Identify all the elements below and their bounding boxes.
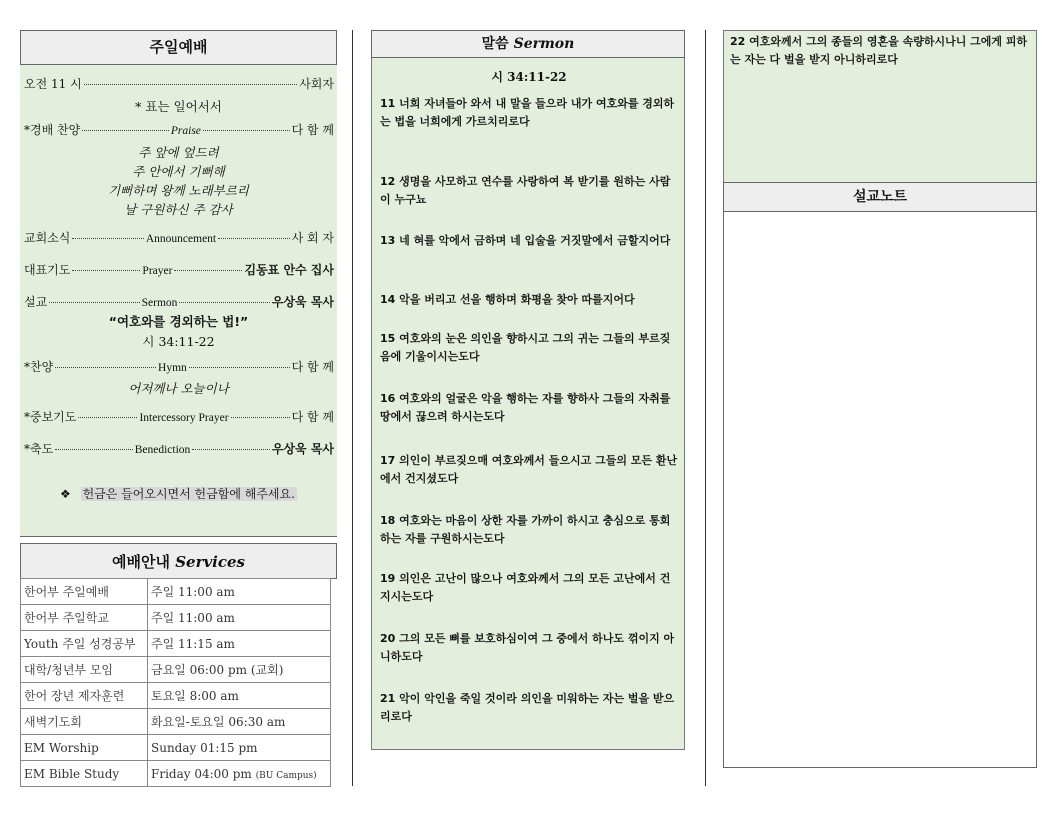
verse-text: 22 여호와께서 그의 종들의 영혼을 속량하시나니 그에게 피하는 자는 다 벌을 받지 아니하리로다 <box>730 35 1028 66</box>
verse-text: 13 네 혀를 악에서 금하며 네 입술을 거짓말에서 금할지어다 <box>380 234 671 247</box>
table-row: 대학/청년부 모임 금요일 06:00 pm (교회) <box>21 657 331 683</box>
praise-lyric: 기뻐하며 왕께 노래부르리 <box>108 183 249 198</box>
hymn-title: 어저께나 오늘이나 <box>128 381 229 396</box>
standing-note: * 표는 일어서서 <box>135 99 222 114</box>
order-row-announcement: 교회소식 Announcement 사 회 자 <box>24 231 335 245</box>
order-row-benediction: *축도 Benediction 우상욱 목사 <box>24 442 334 456</box>
services-header <box>20 543 337 579</box>
worship-header <box>20 30 337 65</box>
verse-text: 14 악을 버리고 선을 행하며 화평을 찾아 따를지어다 <box>380 293 635 306</box>
services-table <box>20 578 331 787</box>
sermon-notes-area[interactable] <box>723 212 1037 768</box>
notes-header <box>723 182 1037 212</box>
sermon-header-ko: 말씀 <box>481 36 509 52</box>
scripture-reference: 시 34:11-22 <box>491 70 567 84</box>
praise-lyric: 주 안에서 기뻐해 <box>132 164 225 179</box>
order-row-prayer: 대표기도 Prayer 김동표 안수 집사 <box>24 263 334 277</box>
verse-text: 19 의인은 고난이 많으나 여호와께서 그의 모든 고난에서 건지시는도다 <box>380 572 671 603</box>
table-row: 한어 장년 제자훈련 토요일 8:00 am <box>21 683 331 709</box>
services-title-ko: 예배안내 <box>111 553 170 571</box>
services-title-en: Services <box>175 553 246 571</box>
praise-lyric: 주 앞에 엎드려 <box>138 145 219 160</box>
table-row: Youth 주일 성경공부 주일 11:15 am <box>21 631 331 657</box>
sermon-title: “여호와를 경외하는 법!” <box>108 314 249 329</box>
sermon-text-panel <box>371 58 685 750</box>
column-divider-1 <box>352 30 353 786</box>
worship-order-panel <box>20 65 337 537</box>
order-row-praise: *경배 찬양 Praise 다 함 께 <box>24 123 334 137</box>
verse-text: 21 악이 악인을 죽일 것이라 의인을 미워하는 자는 벌을 받으리로다 <box>380 692 675 723</box>
verse-text: 16 여호와의 얼굴은 악을 행하는 자를 향하사 그들의 자취를 땅에서 끊으려 하시는도다 <box>380 392 671 423</box>
verse-text: 20 그의 모든 뼈를 보호하심이여 그 중에서 하나도 꺾이지 아니하도다 <box>380 632 675 663</box>
table-row: 한어부 주일학교 주일 11:00 am <box>21 605 331 631</box>
offering-note <box>60 485 297 502</box>
offering-note-text: 헌금은 들어오시면서 헌금함에 해주세요. <box>82 487 295 501</box>
sermon-reference: 시 34:11-22 <box>142 334 215 349</box>
column-divider-2 <box>705 30 706 786</box>
verse-text: 18 여호와는 마음이 상한 자를 가까이 하시고 충심으로 통회하는 자를 구원하시는도다 <box>380 514 671 545</box>
verse-continuation-panel <box>723 30 1037 182</box>
verse-text: 17 의인이 부르짖으매 여호와께서 들으시고 그들의 모든 환난에서 건지셨도다 <box>380 454 678 485</box>
verse-text: 12 생명을 사모하고 연수를 사랑하여 복 받기를 원하는 사람이 누구뇨 <box>380 175 671 206</box>
table-row: 새벽기도회 화요일-토요일 06:30 am <box>21 709 331 735</box>
verse-text: 15 여호와의 눈은 의인을 향하시고 그의 귀는 그들의 부르짖음에 기울이시는도다 <box>380 332 671 363</box>
table-row: EM Worship Sunday 01:15 pm <box>21 735 331 761</box>
diamond-bullet-icon: ❖ <box>60 487 71 501</box>
notes-title: 설교노트 <box>852 189 908 205</box>
order-row-hymn: *찬양 Hymn 다 함 께 <box>24 360 334 374</box>
sermon-header-en: Sermon <box>513 36 575 52</box>
worship-title: 주일예배 <box>149 38 208 56</box>
table-row: EM Bible Study Friday 04:00 pm (BU Campus) <box>21 761 331 787</box>
praise-lyric: 날 구원하신 주 감사 <box>124 202 233 217</box>
table-row: 한어부 주일예배 주일 11:00 am <box>21 579 331 605</box>
order-row-service-time: 오전 11 시 사회자 <box>24 77 334 91</box>
order-row-intercessory: *중보기도 Intercessory Prayer 다 함 께 <box>24 410 334 424</box>
order-row-sermon: 설교 Sermon 우상욱 목사 <box>24 295 335 309</box>
sermon-header <box>371 30 685 58</box>
verse-text: 11 너희 자녀들아 와서 내 말을 들으라 내가 여호와를 경외하는 법을 너희에게 가르치리로다 <box>380 97 675 128</box>
